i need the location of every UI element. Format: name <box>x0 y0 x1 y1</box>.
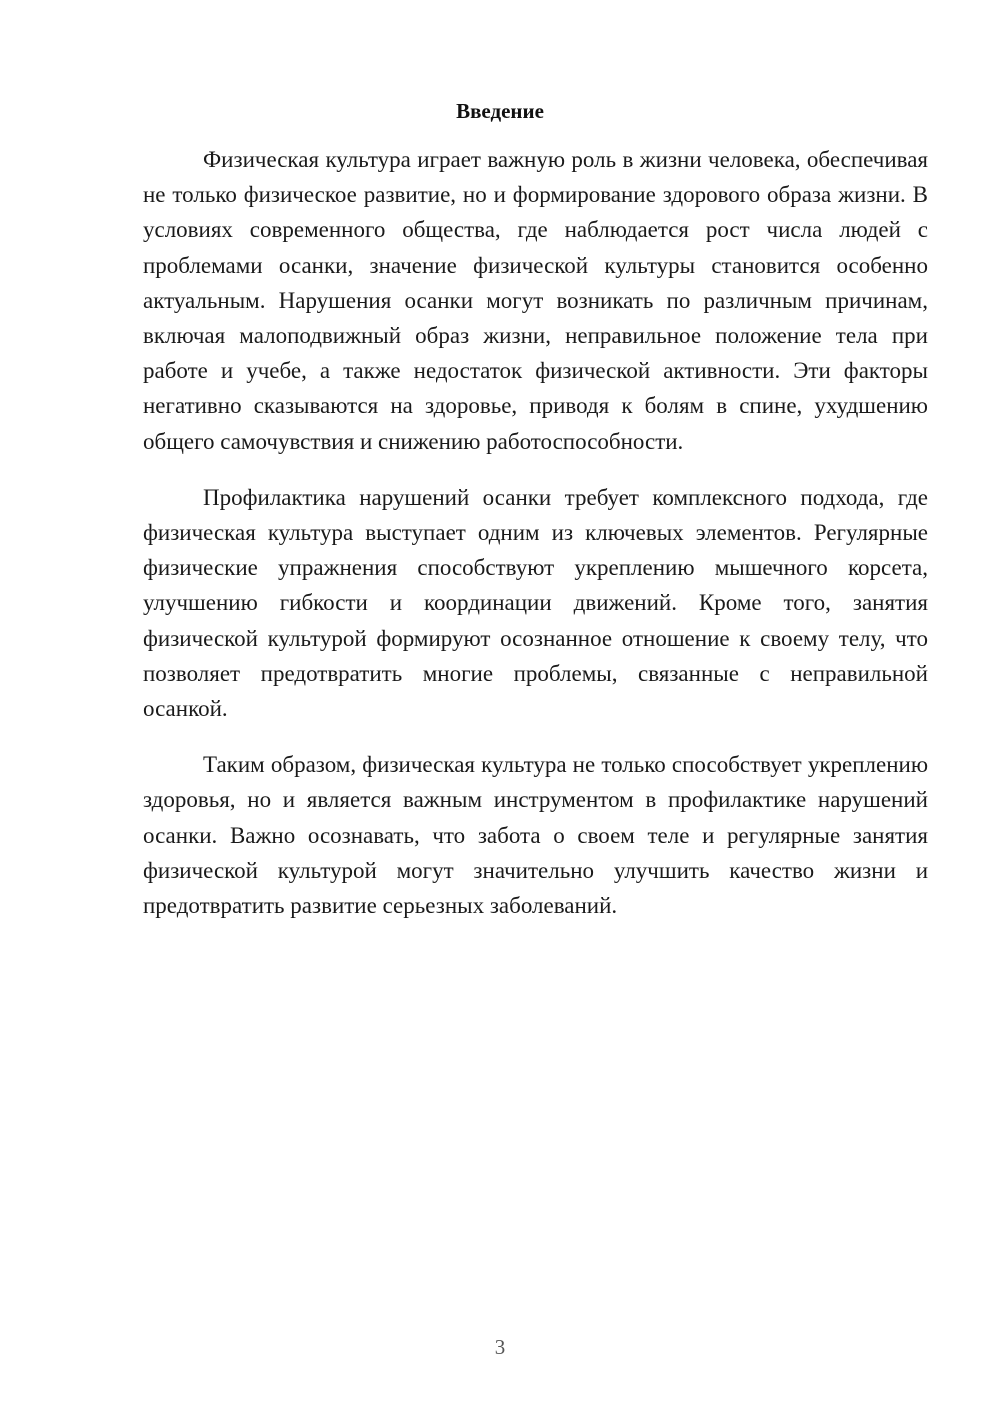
page-number: 3 <box>494 1335 506 1359</box>
paragraph-3: Таким образом, физическая культура не только способствует укреплению здоровья, но и является важным инструментом в профилактике нарушений осанки. Важно осознавать, что забота о своем теле и регулярные занятия физической культурой могут значительно улучшить качество жизни и предотвратить развитие серьезных заболеваний. <box>143 752 928 919</box>
page-title: Введение <box>456 99 544 123</box>
paragraph-2: Профилактика нарушений осанки требует комплексного подхода, где физическая культура выступает одним из ключевых элементов. Регулярные физические упражнения способствуют укреплению мышечного корсета, улучшению гибкости и координации движений. Кроме того, занятия физической культурой формируют осознанное отношение к своему телу, что позволяет предотвратить многие проблемы, связанные с неправильной осанкой. <box>143 484 928 722</box>
body-text <box>143 142 928 944</box>
paragraph-1: Физическая культура играет важную роль в жизни человека, обеспечивая не только физическое развитие, но и формирование здорового образа жизни. В условиях современного общества, где наблюдается рост числа людей с проблемами осанки, значение физической культуры становится особенно актуальным. Нарушения осанки могут возникать по различным причинам, включая малоподвижный образ жизни, неправильное положение тела при работе и учебе, а также недостаток физической активности. Эти факторы негативно сказываются на здоровье, приводя к болям в спине, ухудшению общего самочувствия и снижению работоспособности. <box>143 147 928 454</box>
